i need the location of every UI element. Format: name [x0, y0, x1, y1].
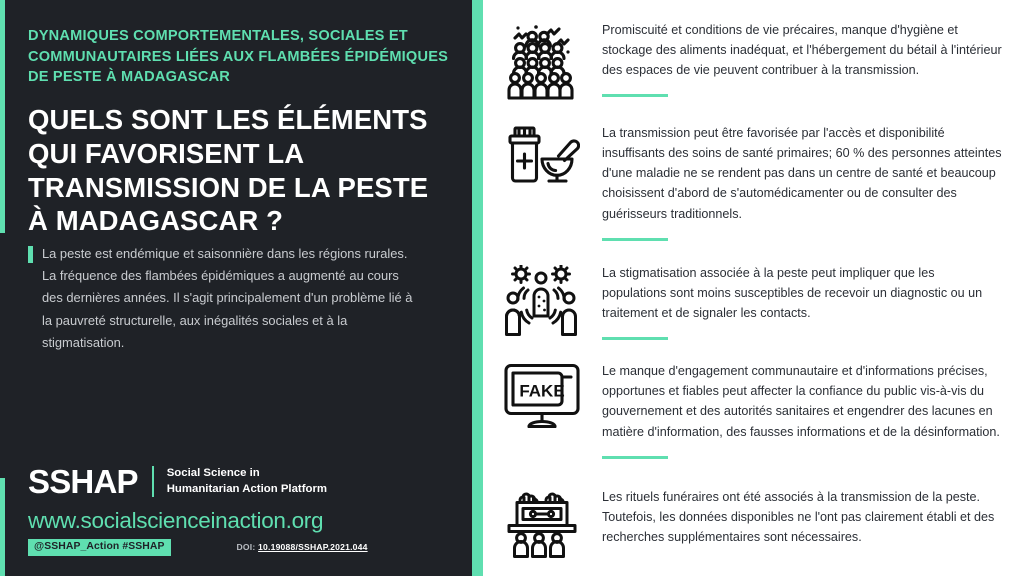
fake-screen-label: FAKE [519, 381, 565, 401]
sshap-logo-subtitle [167, 466, 327, 496]
list-item [496, 261, 1002, 340]
social-handle-badge[interactable]: @SSHAP_Action #SSHAP [28, 539, 171, 556]
intro-paragraph: La peste est endémique et saisonnière dans les régions rurales. La fréquence des flambées épidémiques a augmenté au cours des dernières années. Il s'agit principalement d'un problème lié à la pauvreté structurelle, aux inégalités sociales et à la stigmatisation. [42, 246, 413, 350]
intro-accent-bullet [28, 246, 33, 263]
logo-subtitle-line-2: Humanitarian Action Platform [166, 482, 328, 495]
item-divider-rule [602, 94, 668, 97]
funeral-coffin-icon [496, 485, 588, 559]
right-panel [483, 0, 1024, 576]
list-item-text: Les rituels funéraires ont été associés à la transmission de la peste. Toutefois, les données disponibles ne l'ont pas clairement établi et des recherches supplémentaires sont nécessaires. [602, 489, 995, 544]
website-url[interactable]: www.socialscienceinaction.org [28, 507, 324, 533]
logo-subtitle-line-1: Social Science in [166, 467, 260, 480]
list-item [496, 121, 1002, 241]
left-edge-accent-stripe-top [0, 0, 5, 233]
item-divider-rule [602, 337, 668, 340]
doi-line [237, 542, 368, 552]
list-item [496, 18, 1002, 100]
left-panel [0, 0, 472, 576]
item-divider-rule [602, 238, 668, 241]
doi-number[interactable]: 10.19088/SSHAP.2021.044 [258, 542, 368, 553]
intro-block [28, 243, 418, 354]
fake-news-monitor-icon [496, 359, 588, 429]
list-item-text: Promiscuité et conditions de vie précaires, manque d'hygiène et stockage des aliments inadéquat, et l'hébergement du bétail à l'intérieur des espaces de vie peuvent contribuer à la transmission. [602, 23, 1002, 78]
item-divider-rule [602, 456, 668, 459]
center-accent-divider [472, 0, 483, 576]
eyebrow-title: DYNAMIQUES COMPORTEMENTALES, SOCIALES ET COMMUNAUTAIRES LIÉES AUX FLAMBÉES ÉPIDÉMIQUES DE PESTE À MADAGASCAR [28, 28, 449, 86]
list-item-text: La transmission peut être favorisée par l'accès et disponibilité insuffisants des soins de santé primaires; 60 % des personnes atteintes d'une maladie ne se rendent pas dans un centre de santé et beaucoup choisissent d'abord de s'automédicamenter ou de consulter des guérisseurs traditionnels. [602, 126, 1002, 221]
list-item-text: Le manque d'engagement communautaire et d'informations précises, opportunes et fiables peut affecter la confiance du public vis-à-vis du gouvernement et des autorités sanitaires et engendrer des lacunes en matière d'information, des fausses informations et de la désinformation. [602, 364, 1000, 439]
sshap-logo-wordmark: SSHAP [28, 463, 138, 500]
logo-divider-rule [152, 466, 154, 497]
medicine-bottle-mortar-pestle-icon [496, 121, 588, 189]
stigmatised-person-icon [496, 261, 588, 337]
page-title: QUELS SONT LES ÉLÉMENTS QUI FAVORISENT LA TRANSMISSION DE LA PESTE À MADAGASCAR ? [28, 104, 429, 237]
list-item [496, 485, 1002, 559]
doi-label: DOI: [236, 542, 256, 553]
crowd-with-fleas-icon [496, 18, 588, 100]
list-item [496, 359, 1002, 459]
footer-meta-row [28, 539, 368, 556]
sshap-logo-lockup [28, 465, 327, 498]
list-item-text: La stigmatisation associée à la peste peut impliquer que les populations sont moins susceptibles de recevoir un diagnostic ou un traitement et de signaler les contacts. [602, 265, 983, 320]
left-edge-accent-stripe-bottom [0, 478, 5, 576]
